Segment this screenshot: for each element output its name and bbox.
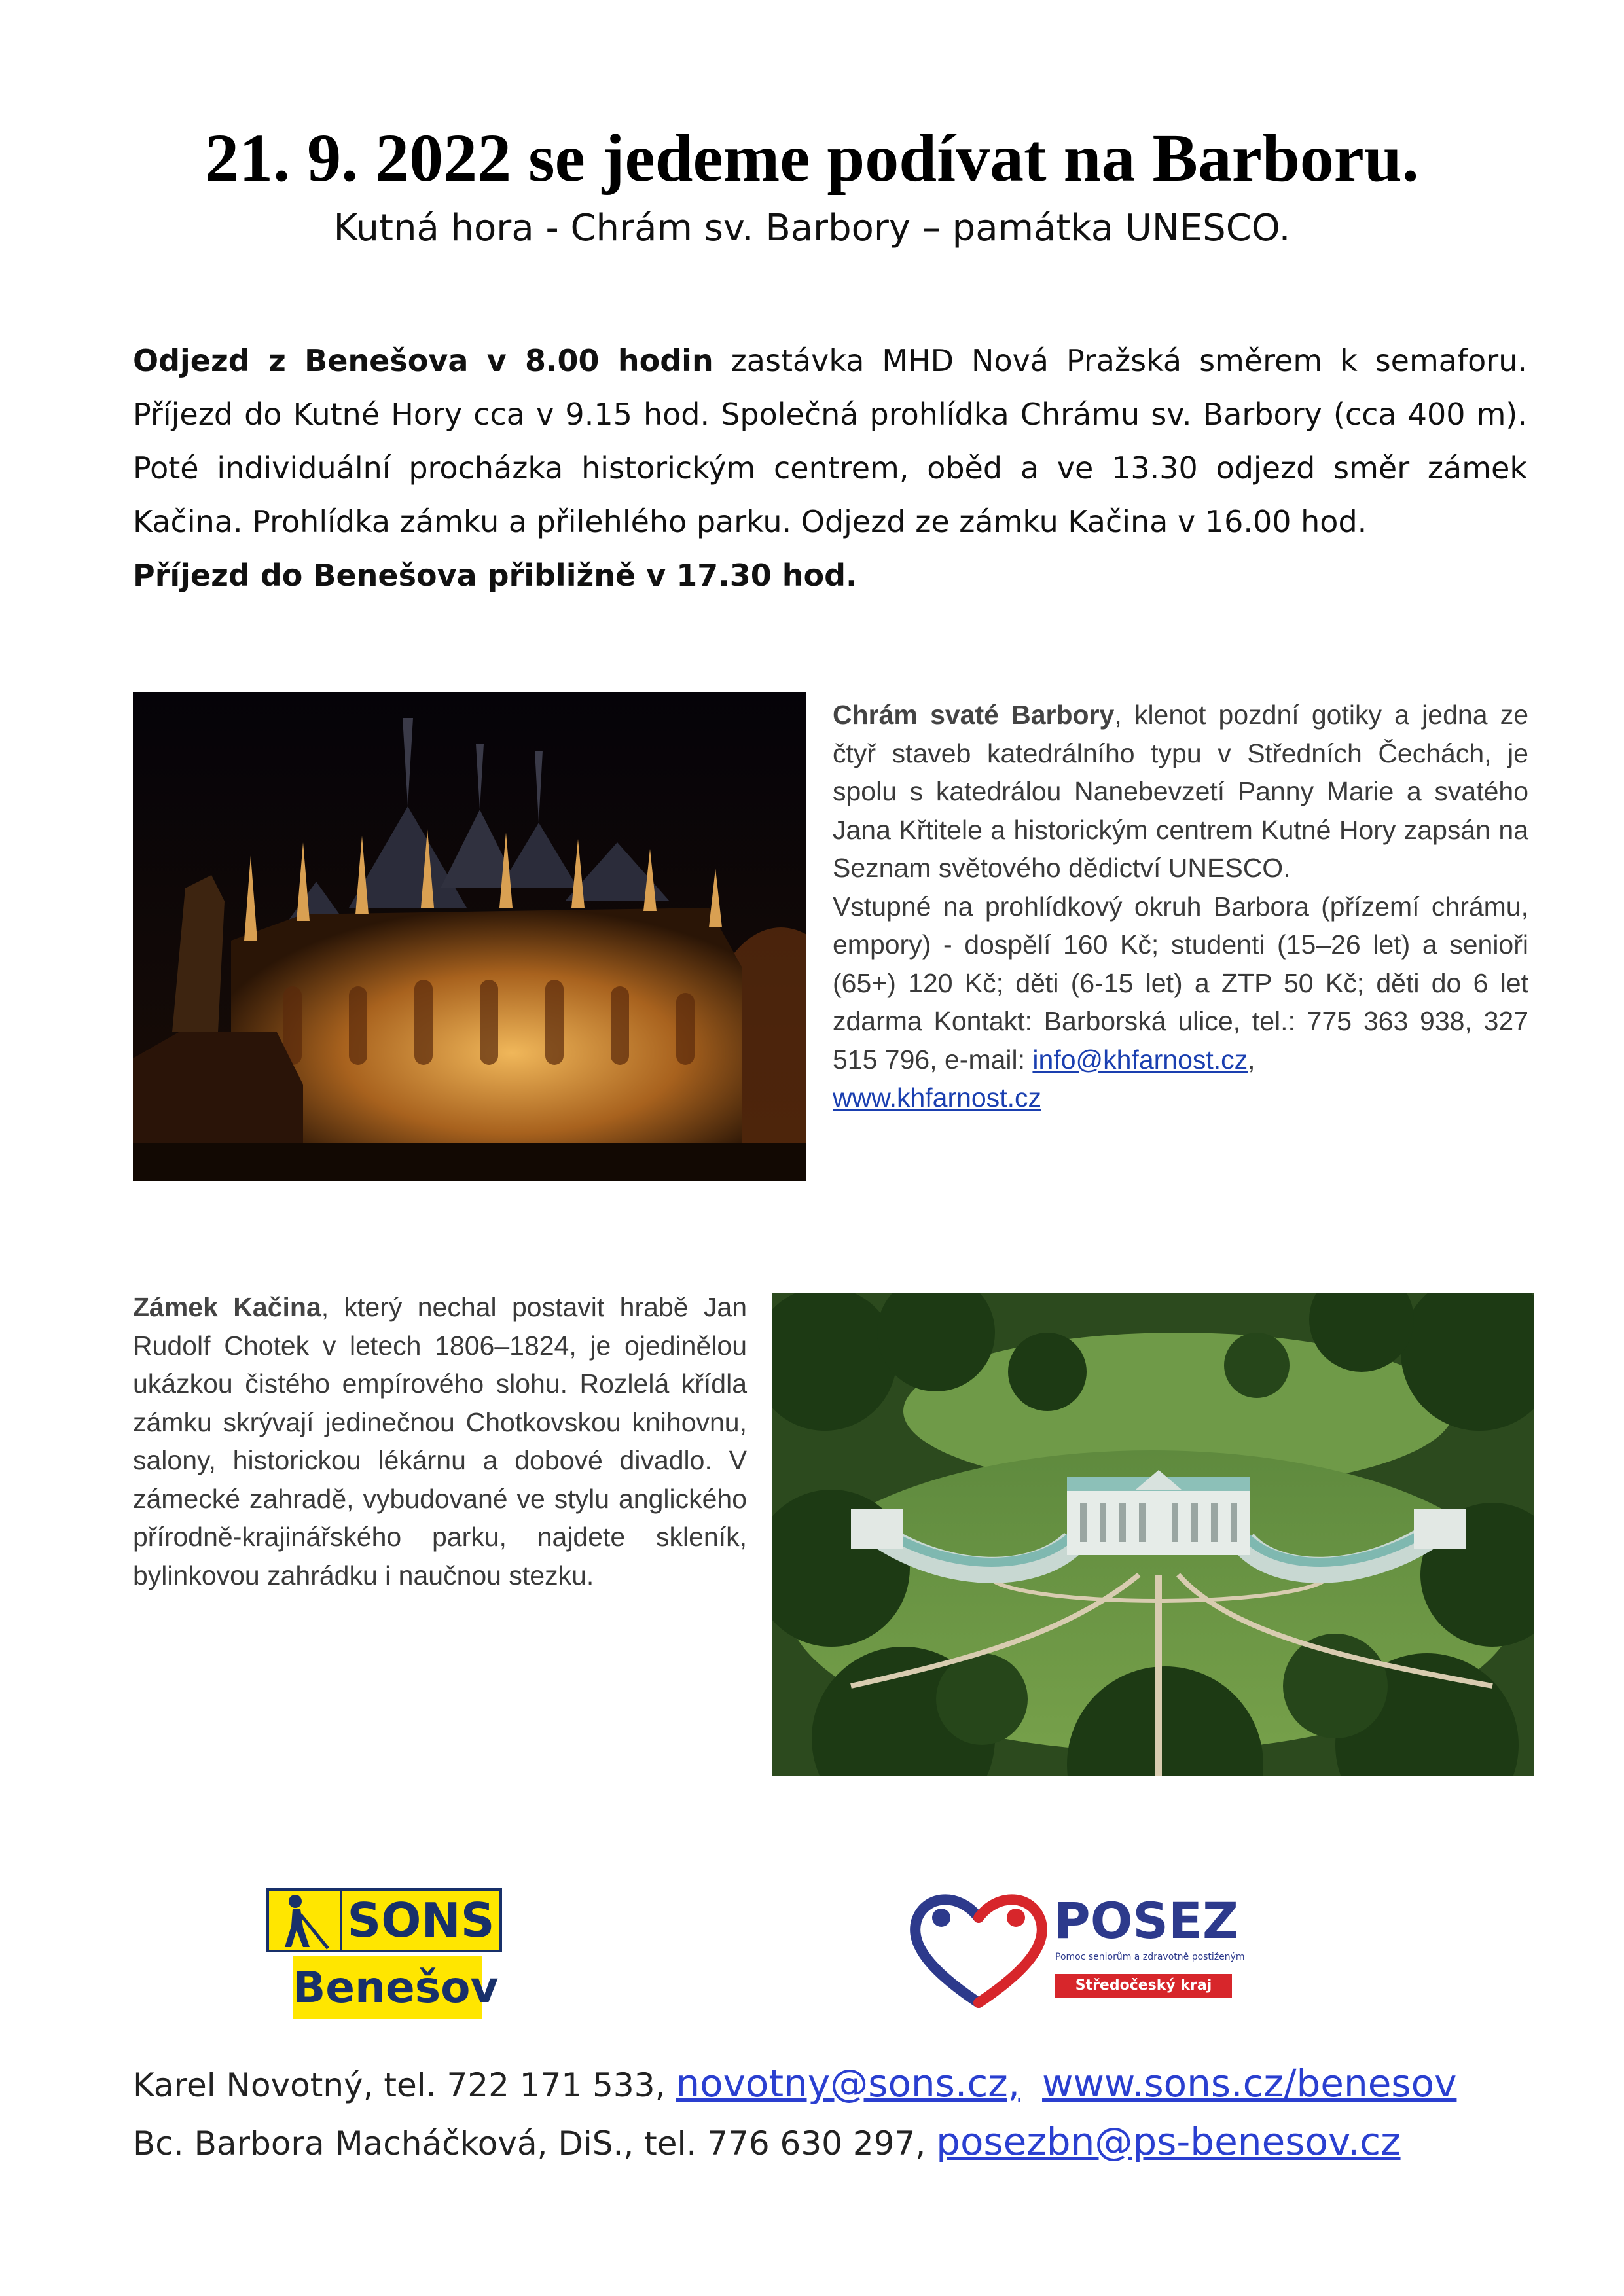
contact-web-link[interactable]: www.sons.cz/benesov xyxy=(1042,2061,1457,2106)
kacina-history: , který nechal postavit hrabě Jan Rudolf Chotek v letech 1806–1824, je ojedinělou ukázkou čistého empírového slohu. Rozlelá křídla zámku skrývají jedinečnou Chotkovskou knihovnu, salony, historickou lékárnu a dobové divadlo. V zámecké zahradě, vybudované ve stylu anglického přírodně-krajinářského parku, najdete skleník, bylinkovou zahrádku i naučnou stezku. xyxy=(133,1292,747,1590)
barbora-history: , klenot pozdní gotiky a jedna ze čtyř staveb katedrálního typu v Středních Čechách, je spolu s katedrálou Nanebevzetí Panny Marie a svatého Jana Křtitele a historickým centrem Kutné Hory zapsán na Seznam světového dědictví UNESCO. xyxy=(833,700,1528,883)
barbora-email-link[interactable]: info@khfarnost.cz xyxy=(1032,1044,1248,1075)
contact-email-link[interactable]: posezbn@ps-benesov.cz xyxy=(936,2119,1401,2164)
arrival-time: Příjezd do Benešova přibližně v 17.30 hod. xyxy=(133,558,857,593)
contact-email-link[interactable]: novotny@sons.cz, xyxy=(676,2061,1020,2106)
sons-logo-text: SONS xyxy=(342,1891,499,1950)
posez-logo-text: POSEZ xyxy=(1054,1892,1239,1950)
contact-row xyxy=(133,2113,1573,2172)
departure-time: Odjezd z Benešova v 8.00 hodin xyxy=(133,343,713,378)
posez-heart-icon xyxy=(903,1892,1054,2009)
sons-logo xyxy=(266,1888,502,2019)
kacina-chateau-photo xyxy=(772,1293,1534,1776)
barbora-cathedral-photo xyxy=(133,692,806,1181)
barbora-admission: Vstupné na prohlídkový okruh Barbora (přízemí chrámu, empory) - dospělí 160 Kč; studenti (15–26 let) a senioři (65+) 120 Kč; děti (6-15 let) a ZTP 50 Kč; děti do 6 let zdarma Kontakt: Barborská ulice, tel.: 775 363 938, 327 515 796, e-mail: xyxy=(833,891,1528,1075)
sons-logo-branch: Benešov xyxy=(293,1956,482,2019)
barbora-name: Chrám svaté Barbory xyxy=(833,700,1115,730)
contact-name: Bc. Barbora Macháčková, DiS., tel. 776 630 297, xyxy=(133,2125,926,2162)
barbora-web-link[interactable]: www.khfarnost.cz xyxy=(833,1083,1041,1113)
barbora-description xyxy=(833,696,1528,1117)
posez-tagline: Pomoc seniorům a zdravotně postiženým xyxy=(1055,1952,1245,1962)
kacina-name: Zámek Kačina xyxy=(133,1292,321,1322)
trip-itinerary xyxy=(133,334,1527,602)
kacina-description xyxy=(133,1288,747,1594)
itinerary-text: zastávka MHD Nová Pražská směrem k semaforu. Příjezd do Kutné Hory cca v 9.15 hod. Společná prohlídka Chrámu sv. Barbory (cca 400 m). Poté individuální procházka historickým centrem, oběd a ve 13.30 odjezd směr zámek Kačina. Prohlídka zámku a přilehlého parku. Odjezd ze zámku Kačina v 16.00 hod. xyxy=(133,343,1527,539)
page-subtitle: Kutná hora - Chrám sv. Barbory – památka UNESCO. xyxy=(333,207,1291,249)
contact-name: Karel Novotný, tel. 722 171 533, xyxy=(133,2066,666,2104)
contact-list xyxy=(133,2055,1573,2172)
page-title: 21. 9. 2022 se jedeme podívat na Barboru. xyxy=(205,120,1419,196)
posez-logo xyxy=(903,1892,1244,2009)
sons-pictogram-icon xyxy=(269,1891,340,1950)
contact-row xyxy=(133,2055,1573,2113)
posez-region-badge: Středočeský kraj xyxy=(1055,1974,1232,1998)
separator: , xyxy=(1248,1044,1255,1075)
